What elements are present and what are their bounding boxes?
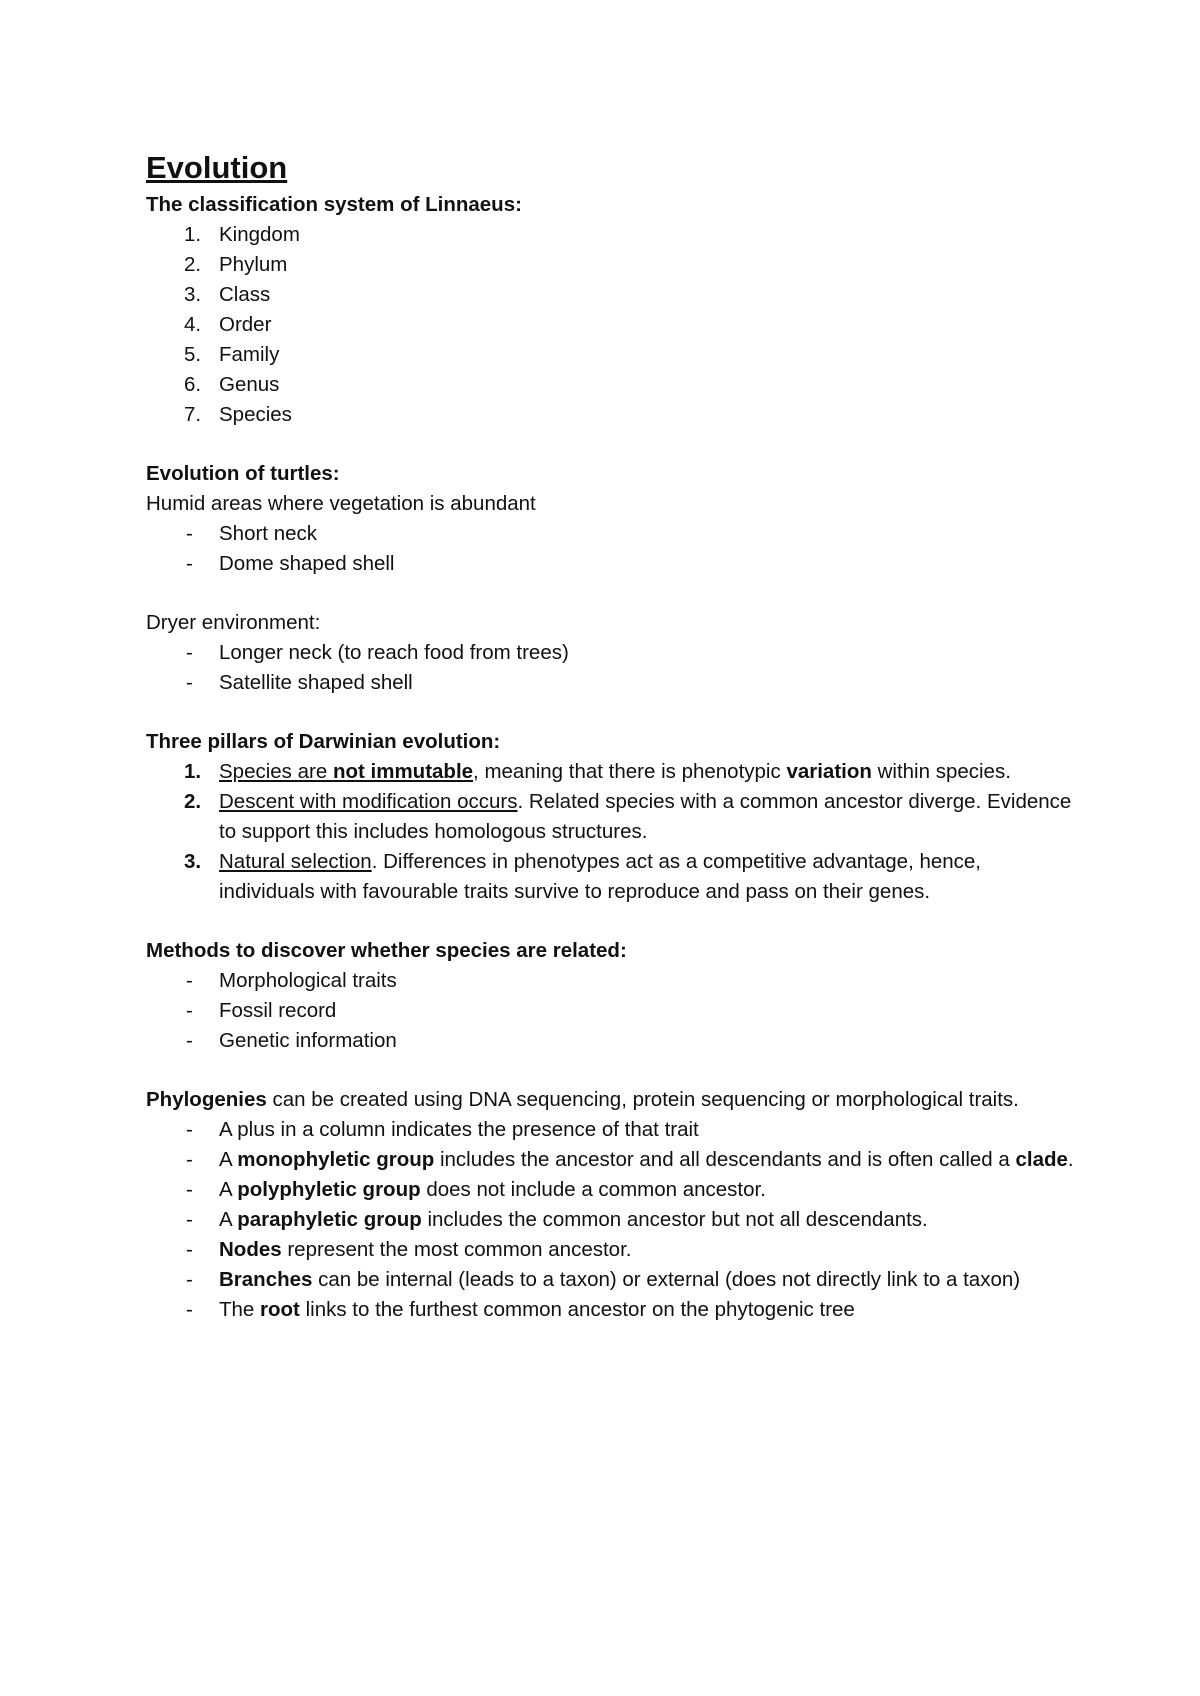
list-item-text: The [219,1298,261,1321]
list-number: 1. [184,223,202,246]
dash-bullet: - [186,522,193,545]
list-number: 3. [184,283,202,306]
list-item [146,1115,1076,1145]
list-number: 7. [184,403,202,426]
list-number: 3. [184,850,202,873]
pillar-key-term: not immutable [332,760,474,783]
list-item-text: A [219,1208,238,1231]
pillar-underlined-text: Descent with modification occurs [219,790,518,813]
list-number: 6. [184,373,202,396]
pillars-heading: Three pillars of Darwinian evolution: [146,730,501,753]
dash-bullet: - [186,999,193,1022]
list-number: 2. [184,790,202,813]
linnaeus-heading: The classification system of Linnaeus: [146,193,522,216]
pillar-text: within species. [871,760,1011,783]
list-item-text: Kingdom [219,223,300,246]
dash-bullet: - [186,1178,193,1201]
list-item-text: Genetic information [219,1029,397,1052]
humid-list [146,519,1076,579]
pillar-underlined-text: Natural selection [219,850,372,873]
phylogenies-term: Phylogenies [146,1088,267,1111]
dash-bullet: - [186,1238,193,1261]
phylogenies-intro-text: can be created using DNA sequencing, protein sequencing or morphological traits. [266,1088,1019,1111]
list-item-text: Family [219,343,280,366]
turtles-heading: Evolution of turtles: [146,462,340,485]
list-number: 5. [184,343,202,366]
list-item-text: can be internal (leads to a taxon) or external (does not directly link to a taxon) [312,1268,1021,1291]
list-item [146,400,1076,430]
list-item-text: Genus [219,373,280,396]
list-item [146,787,1076,847]
list-item-text: A [219,1178,238,1201]
spacer [146,698,1076,727]
list-item [146,757,1076,787]
pillars-list [146,757,1076,907]
spacer [146,907,1076,936]
list-item [146,310,1076,340]
list-item [146,966,1076,996]
list-item-text: Phylum [219,253,288,276]
dash-bullet: - [186,671,193,694]
bold-term: Branches [219,1268,313,1291]
dash-bullet: - [186,969,193,992]
phylogenies-intro [146,1085,1076,1115]
list-item-text: Class [219,283,271,306]
list-item [146,1175,1076,1205]
list-item-text: Longer neck (to reach food from trees) [219,641,569,664]
dash-bullet: - [186,1268,193,1291]
list-item [146,250,1076,280]
list-item [146,1145,1076,1175]
list-item [146,1235,1076,1265]
list-item-text: Fossil record [219,999,337,1022]
bold-term: monophyletic group [237,1148,435,1171]
list-item [146,1205,1076,1235]
list-item [146,370,1076,400]
document-body [146,148,1076,1325]
spacer [146,1056,1076,1085]
spacer [146,579,1076,608]
list-item-text: Dome shaped shell [219,552,395,575]
humid-intro: Humid areas where vegetation is abundant [146,492,536,515]
list-item [146,549,1076,579]
page-title: Evolution [146,150,288,185]
bold-term: paraphyletic group [237,1208,422,1231]
bold-term: Nodes [219,1238,282,1261]
dash-bullet: - [186,641,193,664]
list-item [146,1295,1076,1325]
list-item-text: links to the furthest common ancestor on the phytogenic tree [299,1298,855,1321]
list-item-text: represent the most common ancestor. [281,1238,632,1261]
spacer [146,430,1076,459]
list-item [146,638,1076,668]
pillar-text: . Differences in phenotypes act as a competitive advantage, hence, individuals with favourable traits survive to reproduce and pass on their genes. [219,850,982,903]
dash-bullet: - [186,1118,193,1141]
pillar-underlined-text: Species are [219,760,333,783]
bold-term: root [260,1298,300,1321]
bold-term: polyphyletic group [237,1178,421,1201]
list-item-text: Species [219,403,292,426]
list-number: 4. [184,313,202,336]
list-item [146,1026,1076,1056]
phylogenies-list [146,1115,1076,1325]
pillar-bold-term: variation [786,760,872,783]
list-item-text: . [1067,1148,1074,1171]
list-item [146,220,1076,250]
dry-intro: Dryer environment: [146,611,321,634]
methods-list [146,966,1076,1056]
dash-bullet: - [186,1029,193,1052]
dash-bullet: - [186,1298,193,1321]
list-item [146,1265,1076,1295]
bold-term: clade [1015,1148,1068,1171]
list-item [146,340,1076,370]
list-item-text: does not include a common ancestor. [420,1178,766,1201]
list-item [146,847,1076,907]
list-item [146,668,1076,698]
list-item-text: Morphological traits [219,969,397,992]
list-item [146,996,1076,1026]
list-item-text: Satellite shaped shell [219,671,413,694]
list-item-text: includes the common ancestor but not all descendants. [421,1208,928,1231]
list-item [146,519,1076,549]
dash-bullet: - [186,1208,193,1231]
list-item-text: Short neck [219,522,317,545]
dash-bullet: - [186,552,193,575]
list-item-text: A [219,1148,238,1171]
list-item-text: Order [219,313,272,336]
pillar-text: , meaning that there is phenotypic [473,760,787,783]
dry-list [146,638,1076,698]
list-item-text: A plus in a column indicates the presence of that trait [219,1118,699,1141]
list-number: 2. [184,253,202,276]
pillar-text: . Related species with a common ancestor diverge. Evidence to support this includes homologous structures. [219,790,1072,843]
list-item [146,280,1076,310]
list-item-text: includes the ancestor and all descendants and is often called a [434,1148,1016,1171]
list-number: 1. [184,760,202,783]
linnaeus-list [146,220,1076,430]
methods-heading: Methods to discover whether species are related: [146,939,627,962]
dash-bullet: - [186,1148,193,1171]
